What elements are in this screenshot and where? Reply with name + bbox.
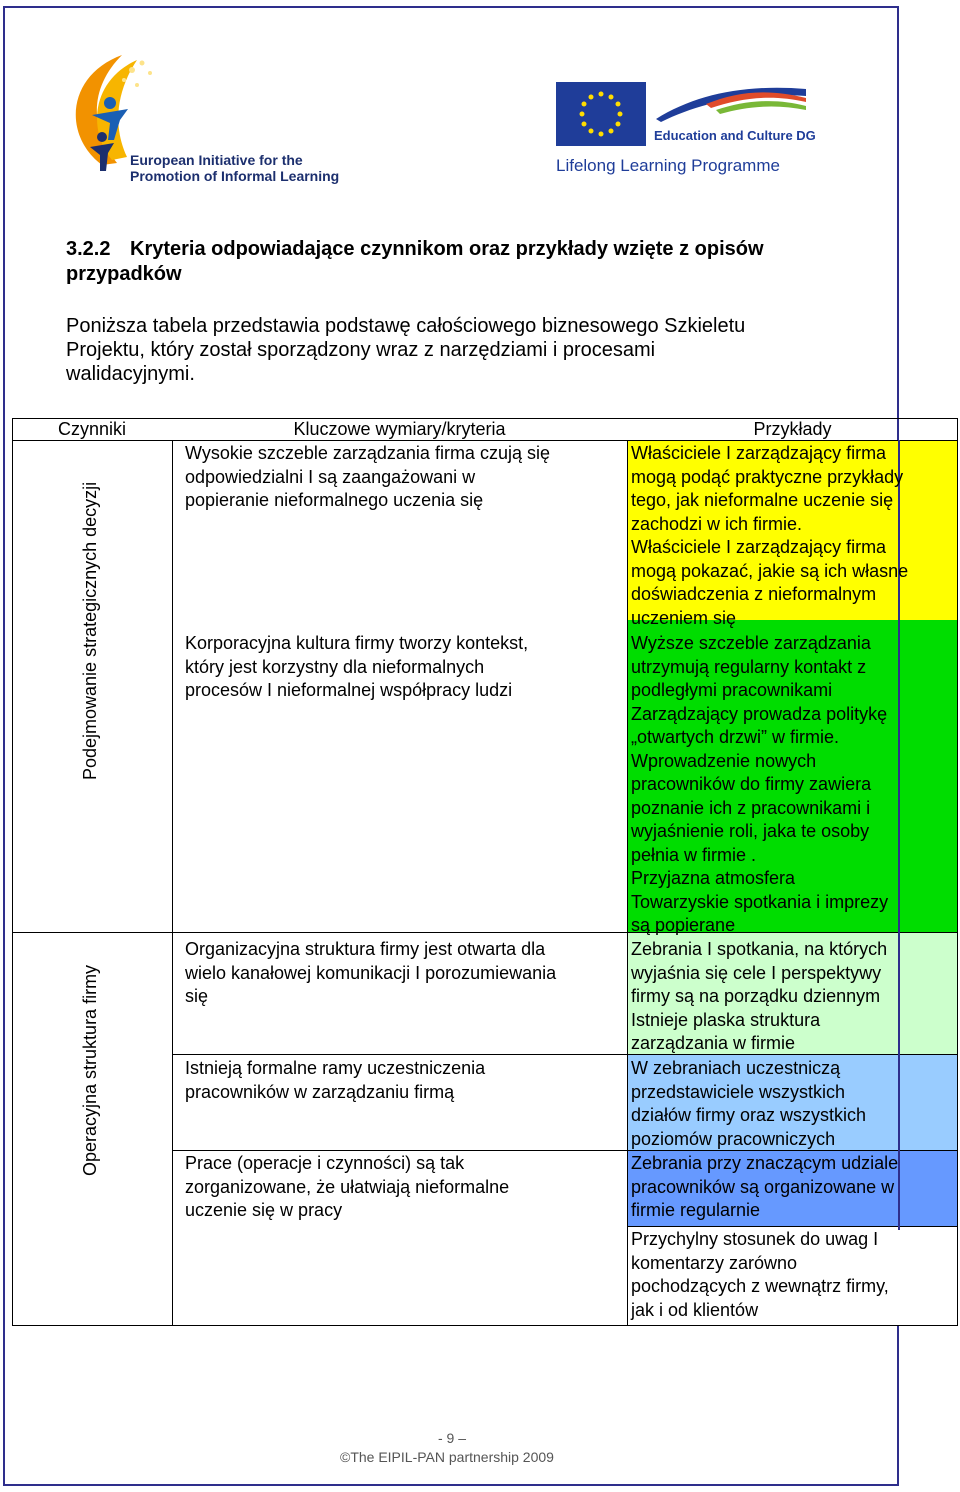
criteria-line: Wysokie szczeble zarządzania firma czują się — [185, 443, 550, 463]
criteria-line: zorganizowane, że ułatwiają nieformalne — [185, 1176, 510, 1197]
criteria-line: Prace (operacje i czynności) są tak — [185, 1153, 465, 1173]
example-line: Zarządzający prowadza politykę — [631, 703, 888, 724]
llp-swoosh-icon — [656, 84, 806, 124]
example-line: komentarzy zarówno — [631, 1252, 798, 1273]
example-line: Wprowadzenie nowych — [631, 750, 817, 771]
examples-cell — [631, 938, 957, 1056]
example-line: doświadczenia z nieformalnym — [631, 584, 877, 604]
example-line: Przyjazna atmosfera — [631, 868, 796, 888]
examples-cell — [631, 1152, 957, 1223]
criteria-cell — [185, 1152, 625, 1223]
example-line: jak i od klientów — [631, 1299, 759, 1320]
intro-line2: Projektu, który został sporządzony wraz z narzędziami i procesami — [66, 339, 656, 361]
header-factors: Czynniki — [57, 419, 127, 439]
example-line: utrzymują regularny kontakt z — [631, 656, 867, 677]
example-line: pracowników do firmy zawiera — [631, 774, 872, 794]
example-line: tego, jak nieformalne uczenie się — [631, 490, 894, 510]
criteria-table — [12, 418, 958, 1326]
example-line: firmy są na porządku dziennym — [631, 986, 881, 1006]
criteria-line: Istnieją formalne ramy uczestniczenia — [185, 1058, 486, 1078]
criteria-line: Organizacyjna struktura firmy jest otwarta dla — [185, 939, 546, 959]
example-line: zachodzi w ich firmie. — [631, 513, 803, 534]
example-line: Zebrania I spotkania, na których — [631, 939, 888, 959]
example-line: podległymi pracownikami — [631, 680, 833, 700]
criteria-cell — [185, 632, 625, 703]
page-number: - 9 – — [438, 1430, 467, 1446]
example-line: przedstawiciele wszystkich — [631, 1081, 846, 1102]
example-line: Właściciele I zarządzający firma — [631, 443, 887, 463]
criteria-line: odpowiedzialni I są zaangażowani w — [185, 466, 476, 487]
section-number: 3.2.2 — [66, 238, 111, 260]
example-line: są popierane — [631, 915, 736, 935]
intro-line1: Poniższa tabela przedstawia podstawę całościowego biznesowego Szkieletu — [66, 315, 746, 337]
example-line: poznanie ich z pracownikami i — [631, 797, 871, 818]
example-line: poziomów pracowniczych — [631, 1128, 836, 1149]
example-line: „otwartych drzwi” w firmie. — [631, 727, 840, 747]
criteria-line: się — [185, 986, 209, 1006]
example-line: uczeniem się — [631, 607, 737, 628]
criteria-line: wielo kanałowej komunikacji I porozumiewania — [185, 962, 557, 983]
group-label-operational: Operacyjna struktura firmy — [80, 964, 100, 1176]
example-line: Właściciele I zarządzający firma — [631, 537, 887, 557]
criteria-line: popieranie nieformalnego uczenia się — [185, 490, 484, 510]
criteria-line: Korporacyjna kultura firmy tworzy kontekst, — [185, 633, 529, 653]
header-examples: Przykłady — [753, 419, 832, 439]
copyright-text: ©The EIPIL-PAN partnership 2009 — [340, 1449, 554, 1465]
example-line: Towarzyskie spotkania i imprezy — [631, 891, 889, 912]
example-line: wyjaśnienie roli, jaka te osoby — [631, 821, 870, 841]
examples-cell — [631, 1228, 957, 1322]
group-label-strategic: Podejmowanie strategicznych decyzji — [80, 481, 100, 780]
eu-flag-icon — [556, 82, 646, 146]
intro-line3: walidacyjnymi. — [66, 363, 195, 385]
example-line: firmie regularnie — [631, 1200, 761, 1220]
logo-left-line2: Promotion of Informal Learning — [130, 168, 340, 184]
examples-cell — [631, 442, 957, 630]
header-criteria: Kluczowe wymiary/kryteria — [293, 419, 506, 439]
example-line: Istnieje plaska struktura — [631, 1009, 821, 1030]
example-line: pochodzących z wewnątrz firmy, — [631, 1276, 889, 1296]
criteria-line: procesów I nieformalnej współpracy ludzi — [185, 680, 513, 700]
logo-left-line1: European Initiative for the — [130, 152, 303, 168]
eipil-logo-text — [130, 152, 339, 184]
examples-cell — [631, 632, 957, 938]
example-line: mogą pokazać, jakie są ich własne — [631, 560, 909, 581]
example-line: pracowników są organizowane w — [631, 1176, 895, 1197]
criteria-line: który jest korzystny dla nieformalnych — [185, 656, 485, 677]
examples-cell — [631, 1057, 957, 1151]
example-line: wyjaśnia się cele I perspektywy — [631, 962, 882, 983]
logo-right-line1: Education and Culture DG — [654, 128, 816, 143]
example-line: działów firmy oraz wszystkich — [631, 1105, 867, 1125]
section-title-line1: Kryteria odpowiadające czynnikom oraz przykłady wzięte z opisów — [130, 238, 764, 260]
criteria-line: pracowników w zarządzaniu firmą — [185, 1081, 455, 1102]
example-line: Zebrania przy znaczącym udziale — [631, 1153, 899, 1173]
section-title-line2: przypadków — [66, 263, 182, 285]
criteria-line: uczenie się w pracy — [185, 1200, 343, 1220]
example-line: zarządzania w firmie — [631, 1033, 796, 1053]
example-line: Przychylny stosunek do uwag I — [631, 1229, 879, 1249]
intro-paragraph — [66, 314, 846, 386]
example-line: Wyższe szczeble zarządzania — [631, 633, 871, 653]
section-heading — [66, 237, 856, 287]
example-line: pełnia w firmie . — [631, 844, 757, 865]
example-line: mogą podąć praktyczne przykłady — [631, 466, 904, 487]
criteria-cell — [185, 1057, 625, 1104]
criteria-cell — [185, 442, 625, 513]
logo-right-line2: Lifelong Learning Programme — [556, 156, 780, 175]
criteria-cell — [185, 938, 625, 1009]
example-line: W zebraniach uczestniczą — [631, 1058, 841, 1078]
